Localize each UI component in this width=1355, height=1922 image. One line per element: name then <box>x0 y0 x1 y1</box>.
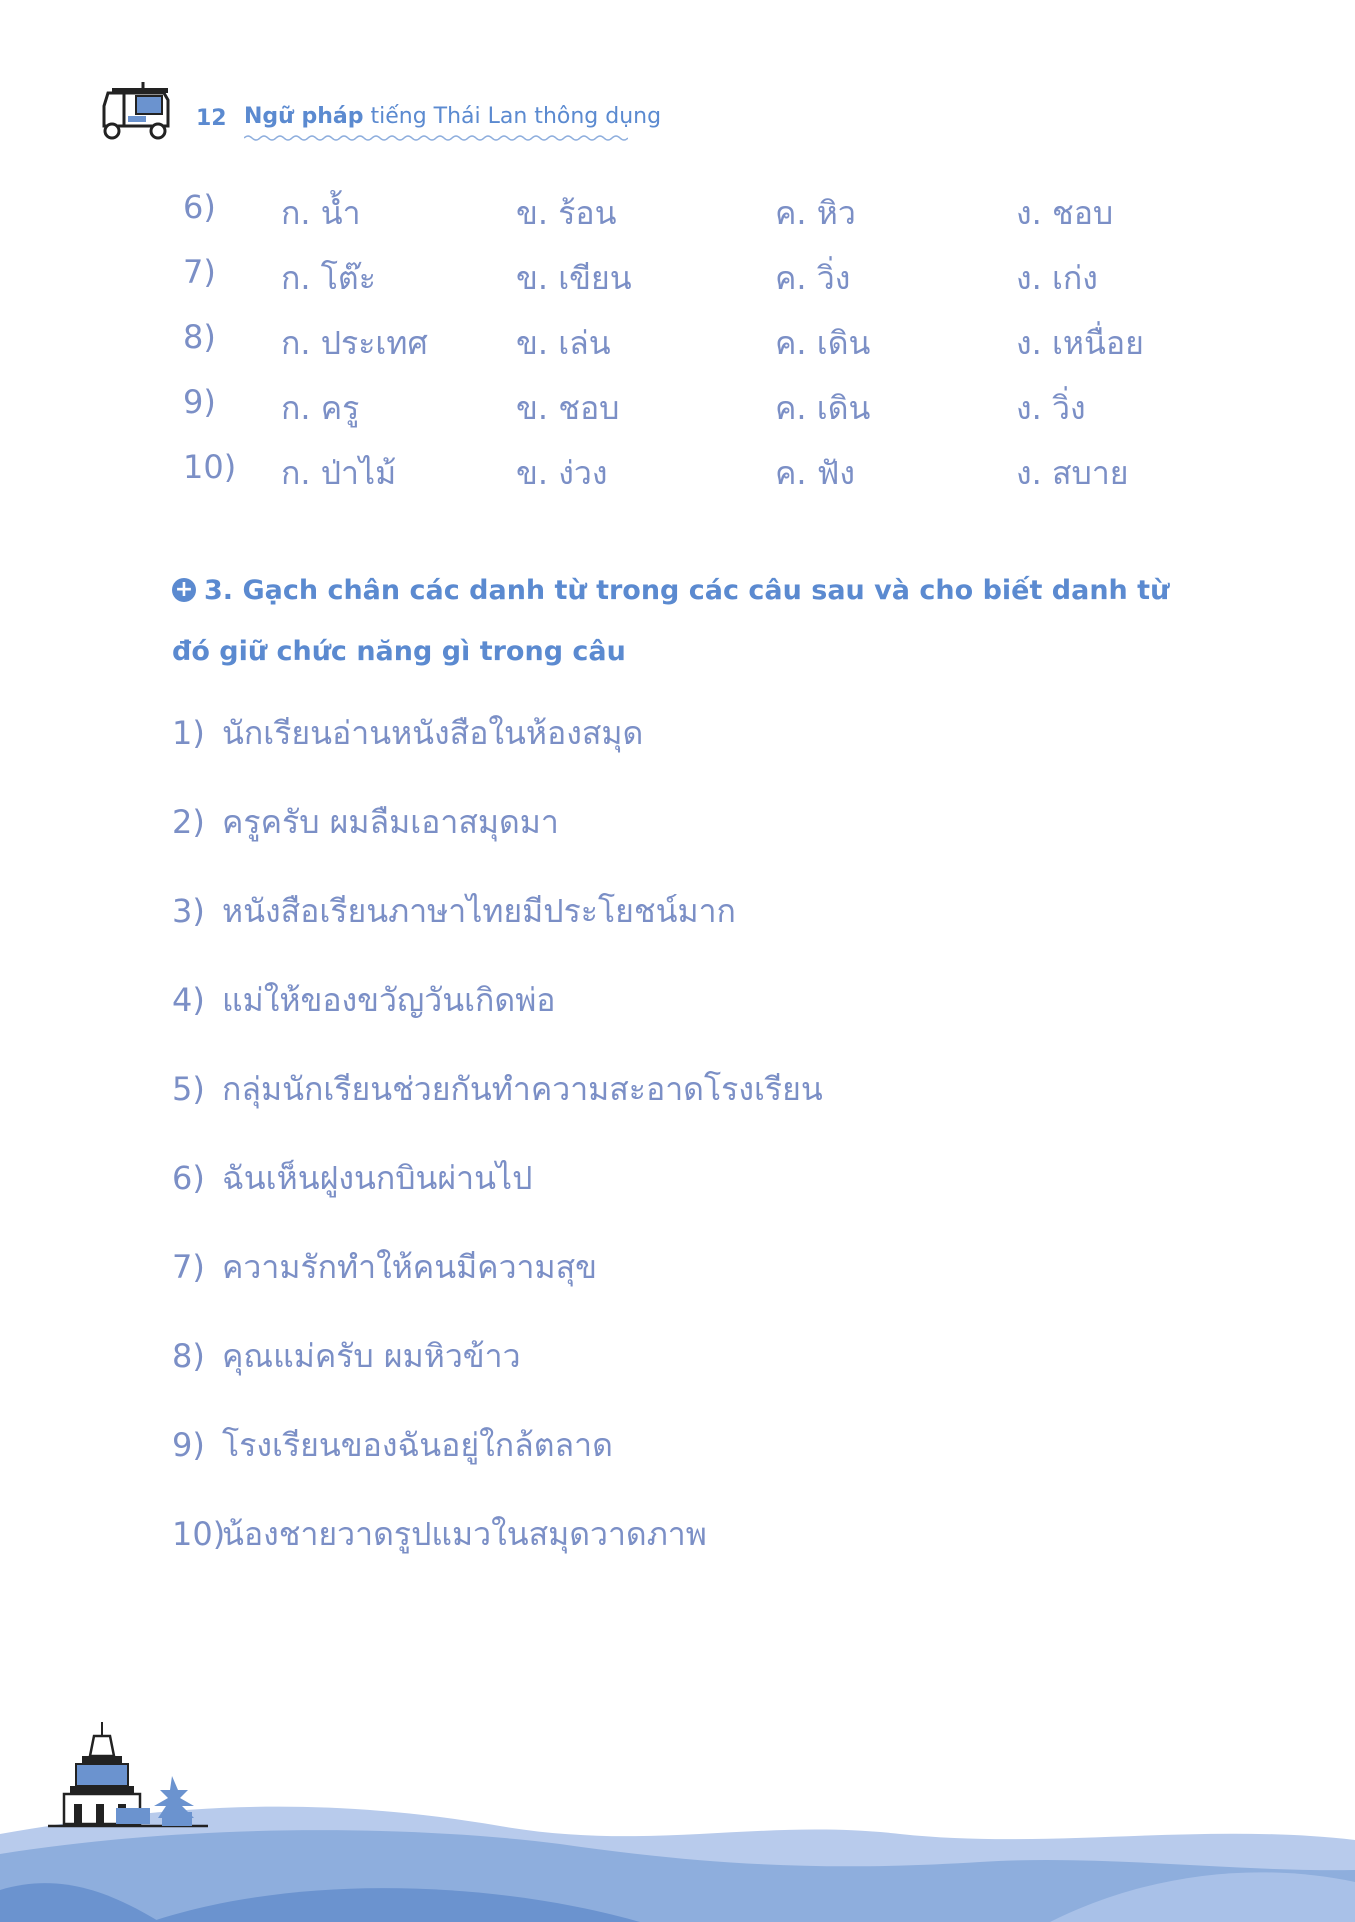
choice-option-a: ก. น้ำ <box>281 194 361 232</box>
book-title <box>244 104 661 129</box>
sentence-list <box>172 708 823 1598</box>
sentence-text: แม่ให้ของขวัญวันเกิดพ่อ <box>222 981 556 1019</box>
sentence-number: 3) <box>172 892 205 930</box>
title-wavy-underline <box>244 134 628 142</box>
tuk-tuk-icon <box>98 76 176 142</box>
sentence-text: ครูครับ ผมลืมเอาสมุดมา <box>222 803 559 841</box>
sentence-text: น้องชายวาดรูปแมวในสมุดวาดภาพ <box>222 1515 707 1553</box>
sentence-number: 7) <box>172 1248 205 1286</box>
sentence-text: กลุ่มนักเรียนช่วยกันทำความสะอาดโรงเรียน <box>222 1070 823 1108</box>
exercise-title: 3. Gạch chân các danh từ trong các câu sau và cho biết danh từ đó giữ chức năng gì trong câu <box>172 575 1170 667</box>
sentence-text: โรงเรียนของฉันอยู่ใกล้ตลาด <box>222 1426 613 1464</box>
sentence-item <box>172 1331 823 1420</box>
choice-number: 10) <box>183 448 237 486</box>
choice-option-c: ค. เดิน <box>775 389 871 427</box>
sentence-text: หนังสือเรียนภาษาไทยมีประโยชน์มาก <box>222 892 736 930</box>
choice-option-c: ค. ฟัง <box>775 454 856 492</box>
sentence-number: 8) <box>172 1337 205 1375</box>
sentence-item <box>172 708 823 797</box>
sentence-text: คุณแม่ครับ ผมหิวข้าว <box>222 1337 521 1375</box>
sentence-item <box>172 975 823 1064</box>
choice-option-a: ก. ป่าไม้ <box>281 454 397 492</box>
choice-option-d: ง. เหนื่อย <box>1016 324 1144 362</box>
choice-option-a: ก. ประเทศ <box>281 324 428 362</box>
choice-option-a: ก. โต๊ะ <box>281 259 376 297</box>
book-title-rest: tiếng Thái Lan thông dụng <box>363 104 662 129</box>
page-header <box>98 76 798 146</box>
choice-option-b: ข. เขียน <box>516 259 632 297</box>
sentence-text: นักเรียนอ่านหนังสือในห้องสมุด <box>222 714 644 752</box>
sentence-item <box>172 1420 823 1509</box>
choice-number: 8) <box>183 318 216 356</box>
sentence-item <box>172 886 823 975</box>
choice-option-b: ข. ร้อน <box>516 194 617 232</box>
thai-temple-icon <box>48 1722 208 1838</box>
book-title-bold: Ngữ pháp <box>244 104 364 129</box>
choice-option-d: ง. สบาย <box>1016 454 1129 492</box>
sentence-number: 9) <box>172 1426 205 1464</box>
page-number: 12 <box>196 106 227 131</box>
choice-option-d: ง. วิ่ง <box>1016 389 1086 427</box>
sentence-number: 5) <box>172 1070 205 1108</box>
exercise-heading <box>172 560 1212 682</box>
sentence-number: 6) <box>172 1159 205 1197</box>
sentence-text: ฉันเห็นฝูงนกบินผ่านไป <box>222 1159 533 1197</box>
choice-number: 9) <box>183 383 216 421</box>
choice-option-c: ค. เดิน <box>775 324 871 362</box>
choice-option-a: ก. ครู <box>281 389 360 427</box>
choice-option-b: ข. ชอบ <box>516 389 620 427</box>
sentence-item <box>172 1242 823 1331</box>
sentence-item <box>172 1064 823 1153</box>
sentence-text: ความรักทำให้คนมีความสุข <box>222 1248 597 1286</box>
sentence-number: 4) <box>172 981 205 1019</box>
choice-option-c: ค. หิว <box>775 194 856 232</box>
plus-circle-icon: + <box>172 578 196 602</box>
choice-number: 7) <box>183 253 216 291</box>
sentence-item <box>172 1509 823 1598</box>
choice-option-d: ง. เก่ง <box>1016 259 1098 297</box>
choice-option-c: ค. วิ่ง <box>775 259 851 297</box>
choice-option-b: ข. ง่วง <box>516 454 608 492</box>
choice-number: 6) <box>183 188 216 226</box>
sentence-number: 2) <box>172 803 205 841</box>
sentence-number: 1) <box>172 714 205 752</box>
sentence-item <box>172 797 823 886</box>
sentence-item <box>172 1153 823 1242</box>
choice-option-b: ข. เล่น <box>516 324 611 362</box>
sentence-number: 10) <box>172 1515 226 1553</box>
choice-option-d: ง. ชอบ <box>1016 194 1114 232</box>
